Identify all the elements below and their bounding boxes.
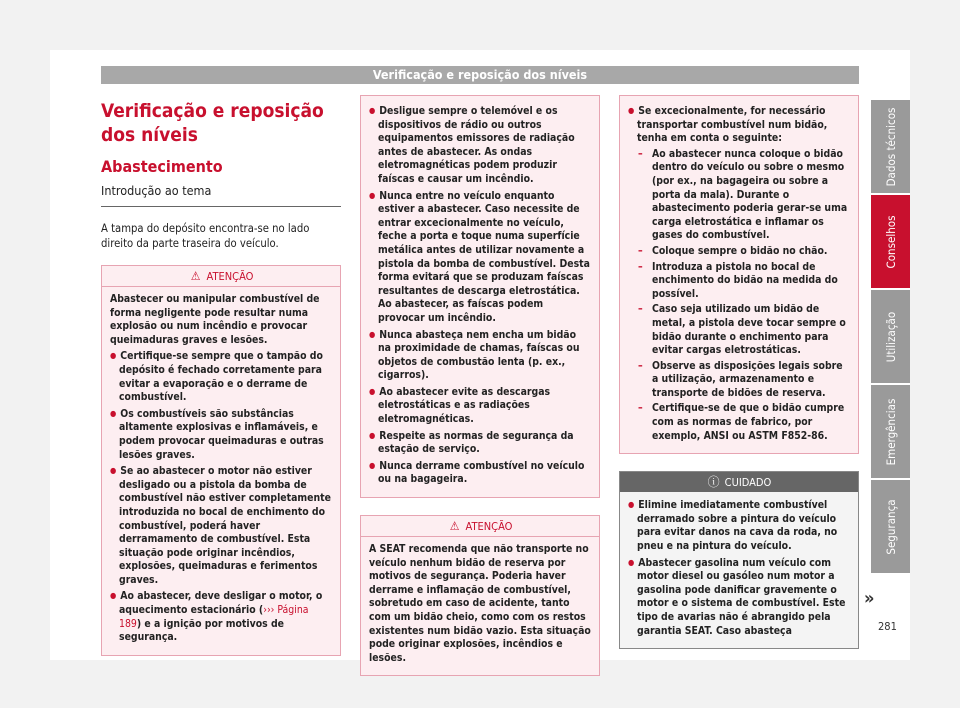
warning-lead: Abastecer ou manipular combustível de forma negligente pode resultar numa explosão ou num incêndio e provocar queimaduras graves e lesões. (110, 293, 320, 346)
warning-bullet: ● Certifique-se sempre que o tampão do depósito é fechado corretamente para evitar a evaporação e o derrame de combustível. (110, 349, 332, 404)
warning-box-2 (360, 515, 600, 676)
caution-box (619, 471, 859, 649)
warning-box-1-continued (360, 95, 600, 498)
column-2 (360, 95, 600, 676)
running-header: Verificação e reposição dos níveis (101, 66, 859, 84)
dash-item: – Certifique-se de que o bidão cumpre com as normas de fabrico, por exemplo, ANSI ou ASTM F852-86. (628, 402, 850, 443)
warning-box-1 (101, 265, 341, 656)
dash-item: – Ao abastecer nunca coloque o bidão dentro do veículo ou sobre o mesmo (por ex., na bagageira ou sobre a porta da mala). Durante o abastecimento poderia gerar-se uma carga eletrostática e inflamar os gases do combustível. (628, 148, 850, 243)
chapter-title: Abastecimento (101, 157, 223, 176)
chapter-tabs (871, 100, 910, 575)
page-number: 281 (878, 620, 897, 633)
warning-bullet: ● Respeite as normas de segurança da estação de serviço. (369, 429, 591, 457)
bullet-text: ) e a ignição por motivos de segurança. (119, 617, 284, 644)
warning-bullet-last (110, 589, 332, 644)
page-reference-link[interactable]: ››› Página 189 (119, 604, 309, 630)
warning-bullet: ● Nunca entre no veículo enquanto estiver a abastecer. Caso necessite de entrar excecionalmente no veículo, feche a porta e toque numa superfície metálica antes de utilizar novamente a pistola da bomba de combustível. Desta forma evitará que se produzam faíscas resultantes de descarga eletrostática. Ao abastecer, as faíscas podem provocar um incêndio. (369, 189, 591, 326)
continue-arrow-icon: » (864, 588, 875, 609)
warning-label: ATENÇÃO (465, 520, 513, 534)
warning-header (361, 516, 599, 537)
tab-dados-tecnicos[interactable]: Dados técnicos (871, 100, 910, 193)
warning-bullet: ● Desligue sempre o telemóvel e os dispositivos de rádio ou outros equipamentos emissores de radiação antes de abastecer. As ondas eletromagnéticas podem produzir faíscas e causar um incêndio. (369, 104, 591, 187)
caution-header (620, 472, 858, 492)
warning-bullet: ● Nunca abasteça nem encha um bidão na proximidade de chamas, faíscas ou objetos de combustão lenta (p. ex., cigarros). (369, 328, 591, 383)
dash-item: – Caso seja utilizado um bidão de metal, a pistola deve tocar sempre o bidão durante o enchimento para evitar cargas eletrostáticas. (628, 303, 850, 357)
tab-seguranca[interactable]: Segurança (871, 480, 910, 573)
tab-utilizacao[interactable]: Utilização (871, 290, 910, 383)
warning-bullet: ● Se ao abastecer o motor não estiver desligado ou a pistola da bomba de combustível não estiver completamente introduzida no bocal de enchimento do combustível, poderá haver derramamento de combustível. Esta situação pode originar incêndios, explosões, queimaduras e ferimentos graves. (110, 464, 332, 587)
warning-triangle-icon: ⚠ (190, 269, 201, 283)
warning-text: A SEAT recomenda que não transporte no veículo nenhum bidão de reserva por motivos de segurança. Poderia haver derrame e inflamação de combustível, sobretudo em caso de acidente, tanto com um bidão cheio, como com os restos existentes num bidão vazio. Esta situação pode originar explosões, incêndios e lesões. (369, 543, 591, 664)
warning-label: ATENÇÃO (206, 270, 254, 283)
info-circle-icon: ⓘ (707, 475, 720, 490)
warning-box-2-continued (619, 95, 859, 454)
warning-bullet: ● Os combustíveis são substâncias altamente explosivas e inflamáveis, e podem provocar queimaduras e outras lesões graves. (110, 407, 332, 462)
tab-conselhos[interactable]: Conselhos (871, 195, 910, 288)
dash-item: – Coloque sempre o bidão no chão. (628, 245, 850, 259)
caution-label: CUIDADO (724, 476, 772, 490)
intro-paragraph: A tampa do depósito encontra-se no lado direito da parte traseira do veículo. (101, 222, 310, 250)
page-title: Verificação e reposição dos níveis (101, 100, 324, 146)
bullet-text: Ao abastecer, deve desligar o motor, o aquecimento estacionário ( (119, 590, 323, 617)
warning-bullet: ● Se excecionalmente, for necessário transportar combustível num bidão, tenha em conta o seguinte: (628, 104, 850, 146)
dash-item: – Introduza a pistola no bocal de enchimento do bidão na medida do possível. (628, 261, 850, 302)
column-1 (101, 95, 341, 656)
caution-bullet: ● Elimine imediatamente combustível derramado sobre a pintura do veículo para evitar danos na cava da roda, no pneu e na pintura do veículo. (628, 498, 850, 553)
caution-bullet: ● Abastecer gasolina num veículo com motor diesel ou gasóleo num motor a gasolina pode danificar gravemente o motor e o sistema de combustível. Este tipo de avarias não é abrangido pela garantia SEAT. Caso abasteça (628, 556, 850, 639)
warning-bullet: ● Ao abastecer evite as descargas eletrostáticas e as radiações eletromagnéticas. (369, 385, 591, 427)
dash-item: – Observe as disposições legais sobre a utilização, armazenamento e transporte de bidões de reserva. (628, 360, 850, 401)
warning-header (102, 266, 340, 287)
section-title: Introdução ao tema (101, 183, 341, 207)
warning-bullet: ● Nunca derrame combustível no veículo ou na bagageira. (369, 459, 591, 487)
column-3 (619, 95, 859, 649)
tab-emergencias[interactable]: Emergências (871, 385, 910, 478)
warning-triangle-icon: ⚠ (449, 519, 460, 534)
